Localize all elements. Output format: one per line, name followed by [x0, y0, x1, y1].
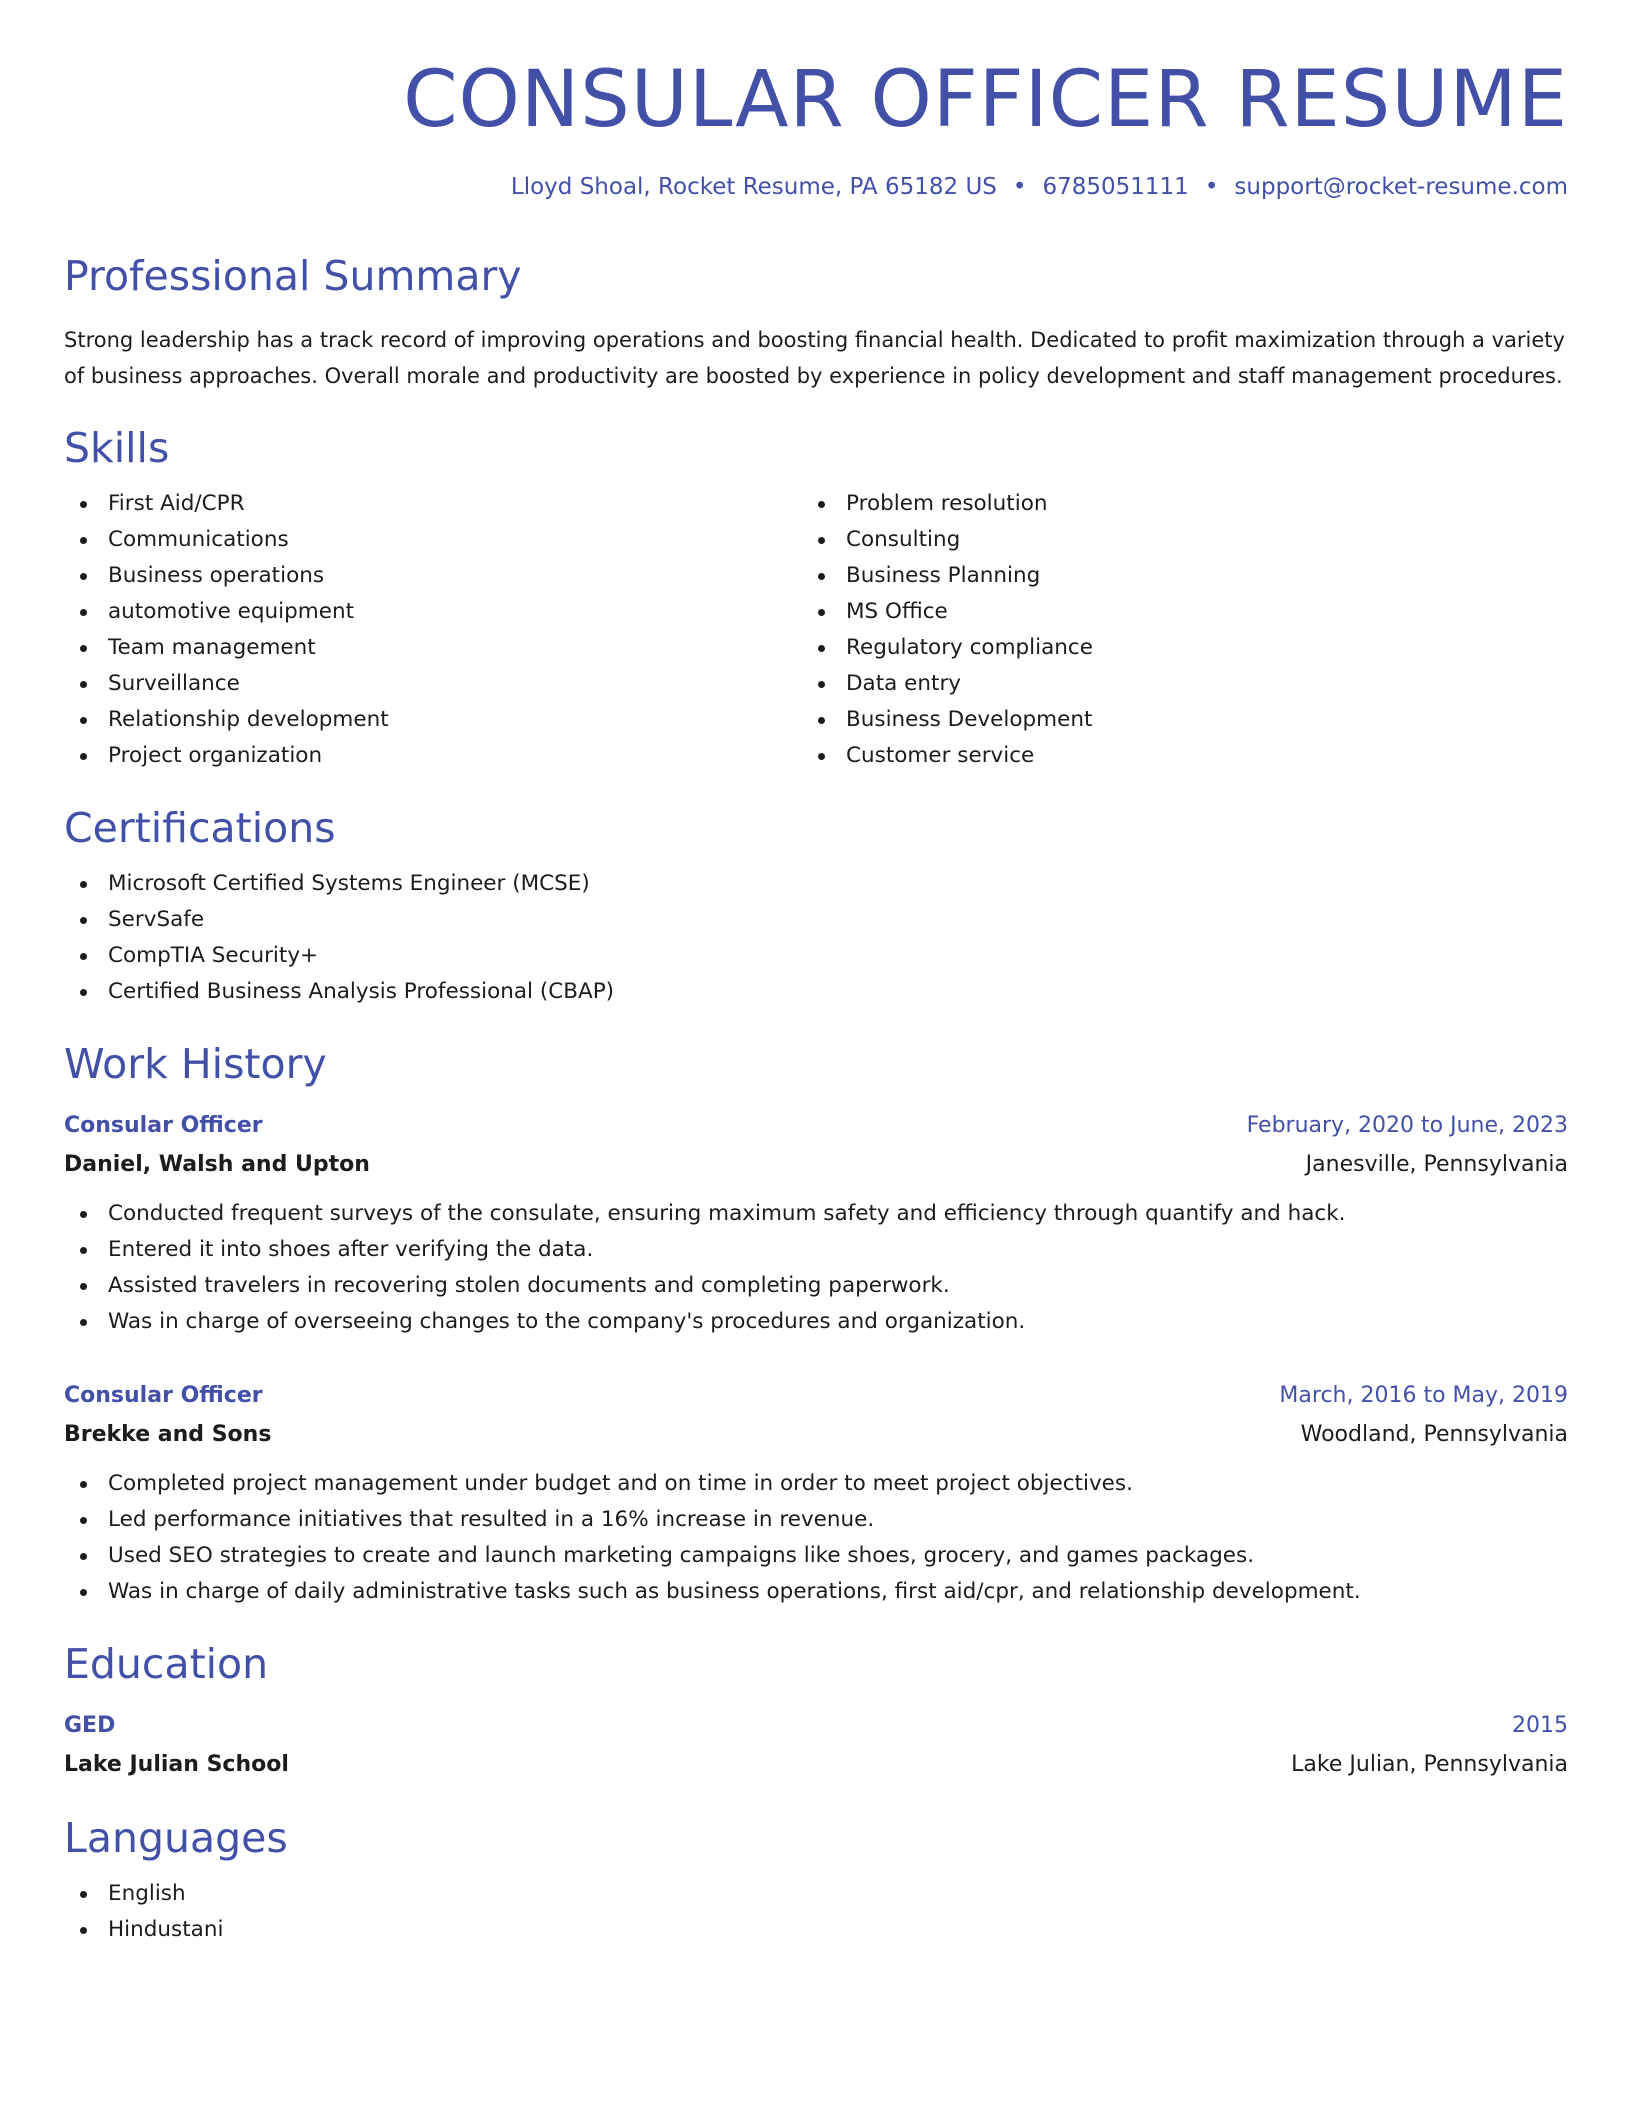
job-title-row — [64, 1106, 1568, 1146]
summary-text: Strong leadership has a track record of improving operations and boosting financial health. Dedicated to profit maximization through a variety of business approaches. Overall morale and productivity are boosted by experience in policy development and staff management procedures. — [64, 328, 1565, 388]
skill-item: automotive equipment — [64, 594, 802, 630]
certification-item: Certified Business Analysis Professional (CBAP) — [64, 974, 1568, 1010]
skills-list-left — [64, 486, 802, 774]
job-bullet: Was in charge of overseeing changes to the company's procedures and organization. — [64, 1304, 1568, 1340]
skill-item: Surveillance — [64, 666, 802, 702]
work-history-heading: Work History — [64, 1040, 327, 1088]
job-entry — [64, 1106, 1568, 1340]
skills-heading: Skills — [64, 424, 170, 472]
resume-title: CONSULAR OFFICER RESUME — [403, 55, 1568, 145]
contact-phone: 6785051111 — [1042, 174, 1189, 200]
education-year: 2015 — [1512, 1713, 1568, 1738]
job-location: Janesville, Pennsylvania — [1305, 1152, 1568, 1177]
language-item: English — [64, 1876, 1568, 1912]
contact-separator: • — [1204, 174, 1219, 200]
job-bullet: Conducted frequent surveys of the consulate, ensuring maximum safety and efficiency through quantify and hack. — [64, 1196, 1568, 1232]
resume-header — [64, 0, 1568, 200]
job-bullet: Completed project management under budget and on time in order to meet project objectives. — [64, 1466, 1568, 1502]
skill-item: Business Planning — [802, 558, 1540, 594]
job-bullet: Was in charge of daily administrative tasks such as business operations, first aid/cpr, and relationship development. — [64, 1574, 1568, 1610]
summary-heading: Professional Summary — [64, 252, 522, 300]
job-dates: February, 2020 to June, 2023 — [1246, 1113, 1568, 1138]
languages-heading: Languages — [64, 1814, 288, 1862]
job-company-row — [64, 1146, 1568, 1184]
job-dates: March, 2016 to May, 2019 — [1279, 1383, 1568, 1408]
skill-item: Problem resolution — [802, 486, 1540, 522]
job-company: Brekke and Sons — [64, 1422, 272, 1447]
job-bullets — [64, 1466, 1568, 1610]
job-bullets — [64, 1196, 1568, 1340]
job-bullet: Assisted travelers in recovering stolen documents and completing paperwork. — [64, 1268, 1568, 1304]
job-title: Consular Officer — [64, 1113, 263, 1138]
job-bullet: Entered it into shoes after verifying the data. — [64, 1232, 1568, 1268]
skill-item: Data entry — [802, 666, 1540, 702]
skill-item: Business Development — [802, 702, 1540, 738]
job-company: Daniel, Walsh and Upton — [64, 1152, 370, 1177]
education-location: Lake Julian, Pennsylvania — [1291, 1752, 1568, 1777]
skills-list-right — [802, 486, 1540, 774]
job-entry — [64, 1376, 1568, 1610]
certification-item: Microsoft Certified Systems Engineer (MCSE) — [64, 866, 1568, 902]
skill-item: Project organization — [64, 738, 802, 774]
education-school-row — [64, 1746, 1568, 1784]
skill-item: Team management — [64, 630, 802, 666]
contact-address: Lloyd Shoal, Rocket Resume, PA 65182 US — [510, 174, 997, 200]
language-item: Hindustani — [64, 1912, 1568, 1948]
contact-email: support@rocket-resume.com — [1234, 174, 1568, 200]
education-heading: Education — [64, 1640, 269, 1688]
contact-line — [64, 174, 1568, 200]
job-location: Woodland, Pennsylvania — [1300, 1422, 1568, 1447]
job-bullet: Used SEO strategies to create and launch marketing campaigns like shoes, grocery, and games packages. — [64, 1538, 1568, 1574]
education-degree: GED — [64, 1713, 116, 1738]
skill-item: Regulatory compliance — [802, 630, 1540, 666]
job-bullet: Led performance initiatives that resulted in a 16% increase in revenue. — [64, 1502, 1568, 1538]
skill-item: MS Office — [802, 594, 1540, 630]
certification-item: CompTIA Security+ — [64, 938, 1568, 974]
education-entry — [64, 1706, 1568, 1784]
skill-item: Relationship development — [64, 702, 802, 738]
job-title: Consular Officer — [64, 1383, 263, 1408]
certifications-heading: Certifications — [64, 804, 336, 852]
job-title-row — [64, 1376, 1568, 1416]
skills-columns — [64, 486, 1568, 774]
job-company-row — [64, 1416, 1568, 1454]
certifications-list — [64, 866, 1568, 1010]
contact-separator: • — [1012, 174, 1027, 200]
languages-list — [64, 1876, 1568, 1948]
skill-item: Consulting — [802, 522, 1540, 558]
skill-item: Business operations — [64, 558, 802, 594]
education-degree-row — [64, 1706, 1568, 1746]
skill-item: Communications — [64, 522, 802, 558]
education-school: Lake Julian School — [64, 1752, 289, 1777]
certification-item: ServSafe — [64, 902, 1568, 938]
skill-item: Customer service — [802, 738, 1540, 774]
skill-item: First Aid/CPR — [64, 486, 802, 522]
